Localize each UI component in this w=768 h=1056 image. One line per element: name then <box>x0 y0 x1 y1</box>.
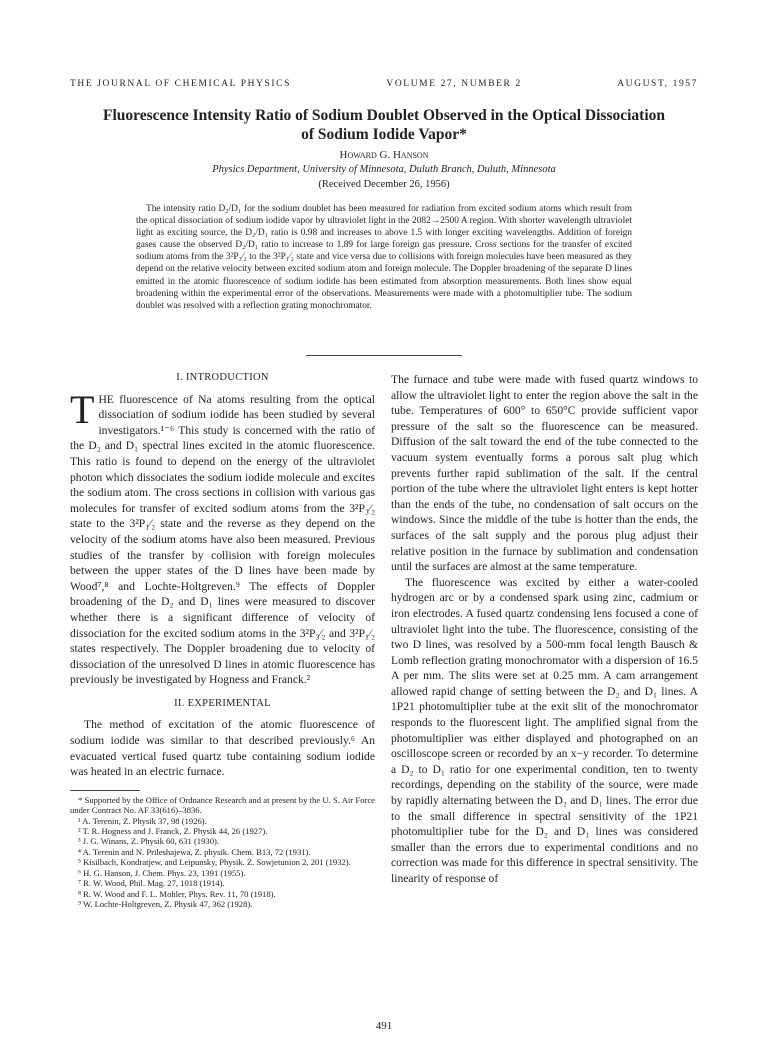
running-header <box>70 79 698 89</box>
introduction-text: HE fluorescence of Na atoms resulting from the optical dissociation of sodium iodide has been studied by several investigators.¹⁻⁶ This study is concerned with the ratio of the D₂ and D₁ spectral lines excited in the atomic fluorescence. This ratio is found to depend on the energy of the ultraviolet photon which dissociates the sodium iodide molecule and excites the sodium atom. The cross sections in collision with various gas molecules for transfer of excited sodium atoms from the 3²P₃⁄₂ state to the 3²P₁⁄₂ state and the reverse as they depend on the velocity of the sodium atoms have also been measured. Previous studies of the transfer by collision with foreign molecules between the upper states of the D lines have been made by Wood⁷,⁸ and Lochte-Holtgreven.⁹ The effects of Doppler broadening of the D₂ and D₁ lines were measured to discover whether there is a significant difference of velocity of dissociation for the excited sodium atoms in the 3²P₃⁄₂ and 3²P₁⁄₂ states respectively. The Doppler broadening due to velocity of dissociation of the unresolved D lines in atomic fluorescence has previously be investigated by Hogness and Franck.² <box>70 392 375 687</box>
author-affiliation: Physics Department, University of Minnesota, Duluth Branch, Duluth, Minnesota <box>212 164 556 175</box>
body-paragraph: The fluorescence was excited by either a water-cooled hydrogen arc or by a condensed spark using zinc, cadmium or iron electrodes. A fused quartz condensing lens focused a cone of ultraviolet light into the tube. The fluorescence, consisting of the two D lines, was resolved by a 500-mm focal length Bausch & Lomb reflection grating monochromator with a dispersion of 16.5 A per mm. The slits were set at 0.25 mm. A cam arrangement allowed rapid change of setting between the D₂ and D₁ lines. A 1P21 photomultiplier tube at the exit slit of the monochromator responds to the fluorescent light. The amplified signal from the photomultiplier was either displayed and photographed on an oscilloscope screen or recorded by an x−y recorder. To determine a D₂ to D₁ ratio for one experimental condition, ten to twenty recordings, depending on the stability of the source, were made by rapidly alternating between the D₂ and D₁ lines. The error due to the small difference in spectral sensitivity of the 1P21 photomultiplier tube for the D₂ and D₁ lines was considered smaller than the errors due to experimental conditions and no correction was made for this difference in spectral sensitivity. The linearity of response of <box>391 575 698 885</box>
right-column <box>391 372 698 887</box>
footnote: ⁹ W. Lochte-Holtgreven, Z. Physik 47, 362 (1928). <box>78 898 253 909</box>
footnote: ⁶ H. G. Hanson, J. Chem. Phys. 23, 1391 (1955). <box>78 867 246 878</box>
section-divider <box>306 355 462 356</box>
footnote: * Supported by the Office of Ordnance Research and at present by the U. S. Air Force under Contract No. AF 33(616)–3836. <box>70 794 375 816</box>
footnote-rule <box>70 790 140 791</box>
introduction-paragraph <box>70 386 375 688</box>
footnote: ⁷ R. W. Wood, Phil. Mag. 27, 1018 (1914). <box>78 878 225 889</box>
abstract: The intensity ratio D₂/D₁ for the sodium doublet has been measured for radiation from excited sodium atoms which result from the optical dissociation of sodium iodide vapor by ultraviolet light in the 2082→2500 A region. With shorter wavelength ultraviolet light as exciting source, the D₂/D₁ ratio is 0.98 and increases to above 1.5 with longer exciting wavelengths. Addition of foreign gases cause the observed D₂/D₁ ratio to increase to 1.89 for large foreign gas pressure. Cross sections for the transfer of excited sodium atoms from the 3²P₃⁄₂ to the 3²P₁⁄₂ state and vice versa due to collisions with foreign molecules have been measured as they depend on the relative velocity between excited sodium atom and foreign molecule. The Doppler broadening of the separate D lines emitted in the atomic fluorescence of sodium iodide has been estimated from absorption measurements. Both lines show equal broadening within the experimental error of the observations. Measurements were made with a photomultiplier tube. The sodium doublet was resolved with a reflection grating monochromator. <box>136 204 632 311</box>
page-number: 491 <box>375 1020 393 1032</box>
introduction-heading: I. INTRODUCTION <box>176 372 269 383</box>
footnote: ⁵ Kisilbach, Kondratjew, and Leipunsky, Physik. Z. Sowjetunion 2, 201 (1932). <box>78 857 351 868</box>
volume-number: VOLUME 27, NUMBER 2 <box>386 79 522 89</box>
experimental-heading: II. EXPERIMENTAL <box>174 697 271 709</box>
journal-name: THE JOURNAL OF CHEMICAL PHYSICS <box>70 79 291 89</box>
footnote: ⁸ R. W. Wood and F. L. Mohler, Phys. Rev. 11, 70 (1918). <box>78 888 276 899</box>
footnote: ¹ A. Terenin, Z. Physik 37, 98 (1926). <box>78 815 207 826</box>
author-name: Howard G. Hanson <box>339 149 429 161</box>
drop-cap: T <box>70 386 95 432</box>
footnote: ² T. R. Hogness and J. Franck, Z. Physik 44, 26 (1927). <box>78 826 268 837</box>
footnote: ³ J. G. Winans, Z. Physik 60, 631 (1930). <box>78 836 220 847</box>
footnotes <box>70 795 375 909</box>
experimental-paragraph: The method of excitation of the atomic fluorescence of sodium iodide was similar to that described previously.⁶ An evacuated vertical fused quartz tube containing sodium iodide was heated in an electric furnace. <box>70 718 375 779</box>
footnote: ⁴ A. Terenin and N. Prileshajewa, Z. physik. Chem. B13, 72 (1931). <box>78 846 311 857</box>
received-date: (Received December 26, 1956) <box>318 179 450 190</box>
article-title: Fluorescence Intensity Ratio of Sodium Doublet Observed in the Optical Dissociation of Sodium Iodide Vapor* <box>102 107 666 143</box>
left-column <box>70 370 375 909</box>
body-paragraph: The furnace and tube were made with fused quartz windows to allow the ultraviolet light to enter the region above the salt in the tube. Temperatures of 600° to 650°C provide sufficient vapor pressure of the salt so the fluorescence can be measured. Diffusion of the salt toward the end of the tube connected to the vacuum system eventually forms a porous salt plug which prevents further rapid sublimation of the salt. If the central portion of the tube where the ultraviolet light enters is kept hotter than the ends of the tube, no condensation of salt occurs on the windows. Since the middle of the tube is hotter than the ends, the surfaces of the salt supply and the porous plug adjust their relative position in the furnace by sublimation and condensation until the surfaces are almost at the same temperature. <box>391 373 698 574</box>
issue-date: AUGUST, 1957 <box>617 79 698 89</box>
